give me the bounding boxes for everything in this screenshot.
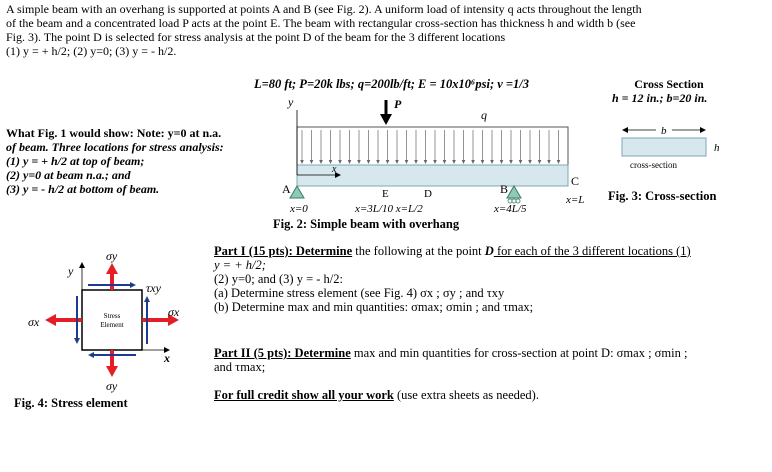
part2-block <box>214 346 770 374</box>
x0-label: x=0 <box>290 203 308 215</box>
point-e-label: E <box>382 188 389 200</box>
sigma-x-left-label: σx <box>28 315 40 329</box>
beam-q-label: q <box>481 108 487 122</box>
stress-y-axis-label: y <box>68 264 74 278</box>
beam-y-label: y <box>288 95 294 109</box>
fig2-caption: Fig. 2: Simple beam with overhang <box>273 217 460 231</box>
stress-element-label-2: Element <box>100 321 124 329</box>
part1-line-2: y = + h/2; <box>214 258 266 272</box>
part1-line-3: (2) y=0; and (3) y = - h/2: <box>214 272 344 286</box>
sigma-x-right-label: σx <box>168 305 180 319</box>
credit-head: For full credit show all your work <box>214 388 394 402</box>
point-d-label: D <box>424 188 432 200</box>
tau-bottom-arrowhead <box>88 352 94 358</box>
p-load-arrowhead <box>380 114 392 125</box>
support-b <box>507 186 521 198</box>
cross-section-rect <box>622 138 706 156</box>
support-a <box>290 186 304 198</box>
part1-block <box>214 244 770 314</box>
credit-rest: (use extra sheets as needed). <box>393 388 539 402</box>
beam-x-label: x <box>332 164 337 175</box>
cs-b-label: b <box>661 125 667 137</box>
tau-top-arrowhead <box>130 282 136 288</box>
cs-h-label: h <box>714 142 720 154</box>
part1-line-5: (b) Determine max and min quantities: σmax; σmin ; and τmax; <box>214 300 534 314</box>
cross-section-dims: h = 12 in.; b=20 in. <box>612 91 708 105</box>
beam-parameters: L=80 ft; P=20k lbs; q=200lb/ft; E = 10x10⁶psi; ν =1/3 <box>254 77 530 91</box>
intro-line-1: A simple beam with an overhang is supported at points A and B (see Fig. 2). A uniform load of intensity q acts throughout the length <box>6 2 642 16</box>
tau-right-arrowhead <box>144 296 150 302</box>
part1-point: D <box>484 244 494 258</box>
fig1-note-line-3: (1) y = + h/2 at top of beam; <box>6 154 145 168</box>
part2-head: Part II (5 pts): Determine <box>214 346 351 360</box>
credit-line <box>214 388 770 402</box>
stress-x-axis-label: x <box>164 351 170 365</box>
part2-line-1 <box>214 346 770 360</box>
distributed-load-box <box>297 127 568 165</box>
cross-section-title: Cross Section <box>634 77 704 91</box>
intro-line-3: Fig. 3). The point D is selected for stress analysis at the point D of the beam for the 3 different locations <box>6 30 506 44</box>
part1-rest2: for each of the 3 different locations (1) <box>493 244 691 258</box>
intro-line-2: of the beam and a concentrated load P acts at the point E. The beam with rectangular cross-section has thickness h and width b (see <box>6 16 636 30</box>
fig1-note-line-2: of beam. Three locations for stress analysis: <box>6 140 224 154</box>
part1-rest1: the following at the point <box>352 244 485 258</box>
part1-line-1 <box>214 244 770 258</box>
sigma-y-arrowhead-top <box>106 263 118 274</box>
cs-b-arrowhead-right <box>700 127 706 133</box>
stress-y-arrowhead <box>79 262 85 268</box>
part1-head: Part I (15 pts): Determine <box>214 244 353 258</box>
beam-p-label: P <box>394 97 402 111</box>
cs-b-arrowhead-left <box>622 127 628 133</box>
part2-rest: max and min quantities for cross-section at point D: σmax ; σmin ; <box>350 346 688 360</box>
fig4-caption: Fig. 4: Stress element <box>14 396 128 410</box>
fig3-caption: Fig. 3: Cross-section <box>608 189 717 203</box>
part2-line-2: and τmax; <box>214 360 266 374</box>
sigma-y-top-label: σy <box>106 249 118 263</box>
sigma-y-arrowhead-bottom <box>106 366 118 377</box>
fig1-note-line-1: What Fig. 1 would show: Note: y=0 at n.a. <box>6 126 222 140</box>
tau-left-arrowhead <box>74 338 80 344</box>
point-c-label: C <box>571 174 580 188</box>
fig1-note-line-5: (3) y = - h/2 at bottom of beam. <box>6 182 160 196</box>
sigma-y-bottom-label: σy <box>106 379 118 393</box>
x-l-label: x=L <box>566 194 585 206</box>
cs-label: cross-section <box>630 160 677 170</box>
point-b-label: B <box>500 182 509 196</box>
stress-element-label-1: Stress <box>103 312 121 320</box>
intro-line-4: (1) y = + h/2; (2) y=0; (3) y = - h/2. <box>6 44 177 58</box>
sigma-x-arrowhead-left <box>45 314 56 326</box>
point-a-label: A <box>282 182 291 196</box>
stress-element-square <box>82 290 142 350</box>
tau-xy-label: τxy <box>146 281 161 295</box>
fig1-note-line-4: (2) y=0 at beam n.a.; and <box>6 168 131 182</box>
part1-line-4: (a) Determine stress element (see Fig. 4) σx ; σy ; and τxy <box>214 286 505 300</box>
x-e-d-label: x=3L/10 x=L/2 <box>355 203 423 215</box>
x-b-label: x=4L/5 <box>494 203 527 215</box>
